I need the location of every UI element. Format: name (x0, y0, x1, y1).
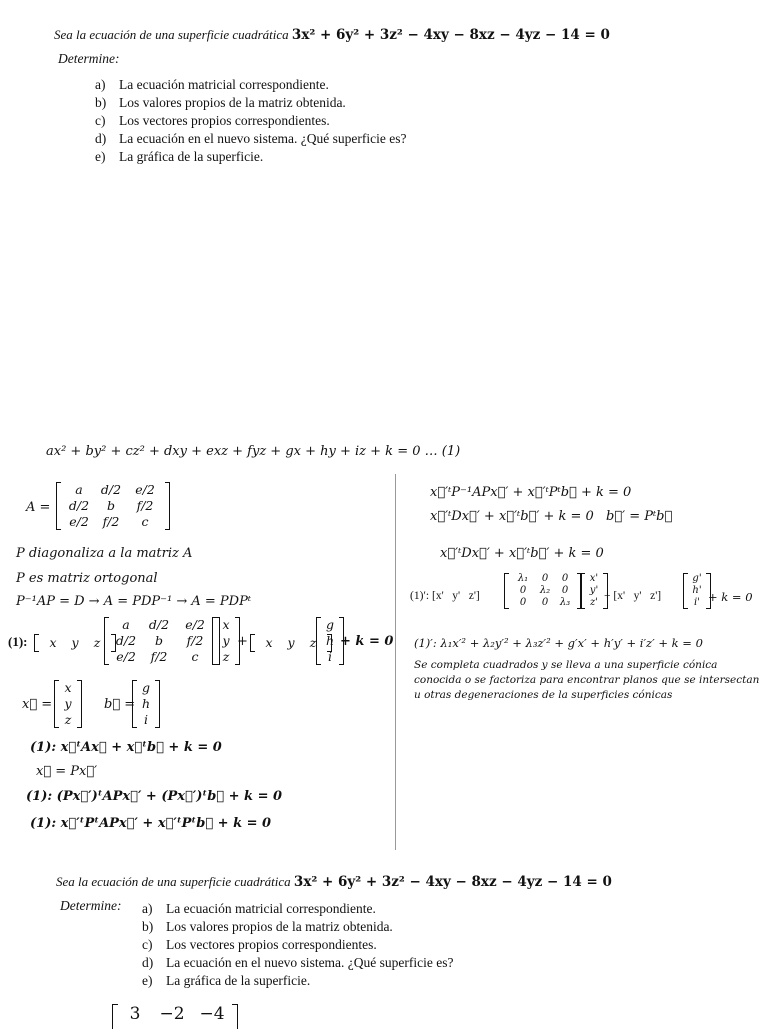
right-eq-2: x⃗′ᵗDx⃗′ + x⃗′ᵗb⃗′ + k = 0 (430, 509, 594, 524)
right-eq-3: x⃗′ᵗDx⃗′ + x⃗′ᵗb⃗′ + k = 0 (440, 546, 604, 561)
b-prime-def: b⃗′ = Pᵗb⃗ (606, 509, 673, 524)
method-note: Se completa cuadrados y se lleva a una superficie cónica conocida o se factoriza para encontrar planos que se intersectan u otras degeneraciones de la superficies cónicas (414, 659, 760, 701)
task-item: b) Los valores propios de la matriz obtenida. (95, 95, 346, 110)
x-vector-label: x⃗ = (22, 697, 53, 712)
matrix-a: a d/2 e/2 d/2 b f/2 e/2 f/2 c (56, 482, 170, 530)
task-item: d) La ecuación en el nuevo sistema. ¿Qué superficie es? (95, 131, 407, 146)
eq1-label: (1): (8, 634, 28, 649)
task-item: d) La ecuación en el nuevo sistema. ¿Qué superficie es? (142, 955, 454, 970)
problem-statement-bottom: Sea la ecuación de una superficie cuadrática 3x² + 6y² + 3z² − 4xy − 8xz − 4yz − 14 = 0 (56, 874, 612, 890)
task-item: c) Los vectores propios correspondientes. (142, 937, 377, 952)
matrix-a-label: A = (26, 500, 51, 515)
task-item: a) La ecuación matricial correspondiente. (142, 901, 376, 916)
plus-k-zero-prime: + k = 0 (708, 590, 753, 604)
task-item: c) Los vectores propios correspondientes. (95, 113, 330, 128)
problem-statement-top (54, 27, 610, 43)
plus-row-prime: + [x' y' z'] (604, 590, 662, 602)
determine-label: Determine: (58, 51, 120, 66)
column-divider (395, 474, 396, 850)
step-4: (1): x⃗′ᵗPᵗAPx⃗′ + x⃗′ᵗPᵗb⃗ + k = 0 (30, 816, 272, 831)
problem-equation: 3x² + 6y² + 3z² − 4xy − 8xz − 4yz − 14 = 0 (291, 27, 610, 43)
general-quadric-equation: ax² + by² + cz² + dxy + exz + fyz + gx + hy + iz + k = 0 … (1) (46, 444, 461, 459)
expanded-prime-equation: (1)′: λ₁x′² + λ₂y′² + λ₃z′² + g′x′ + h′y′ + i′z′ + k = 0 (414, 636, 703, 650)
matrix-a-expanded: a d/2 e/2 d/2 b f/2 e/2 f/2 c (104, 617, 220, 665)
plus-k-zero: + k = 0 (340, 634, 394, 649)
eq1-prime-label: (1)′: [x' y' z'] (410, 590, 480, 602)
column-vector-ghi: g h i (316, 617, 344, 665)
plus-sign: + (237, 634, 248, 649)
step-3: (1): (Px⃗′)ᵗAPx⃗′ + (Px⃗′)ᵗb⃗ + k = 0 (26, 789, 283, 804)
row-vector: x y z (34, 634, 116, 652)
row-vector-2: x y z (250, 634, 332, 652)
task-item: e) La gráfica de la superficie. (95, 149, 264, 164)
task-list-top (95, 76, 407, 166)
problem-intro: Sea la ecuación de una superficie cuadrática (54, 27, 289, 42)
column-vector-x: x y z (212, 617, 240, 665)
task-item: e) La gráfica de la superficie. (142, 973, 311, 988)
b-vector-label: b⃗ = (104, 697, 136, 712)
column-vector-prime: x' y' z' (580, 573, 608, 609)
step-2: x⃗ = Px⃗′ (36, 764, 98, 779)
matrix-d: λ₁ 0 0 0 λ₂ 0 0 0 λ₃ (504, 573, 582, 609)
partial-matrix-row: 3 −2 −4 (112, 1004, 238, 1029)
step-1: (1): x⃗ᵗAx⃗ + x⃗ᵗb⃗ + k = 0 (30, 740, 222, 755)
right-eq-1: x⃗′ᵗP⁻¹APx⃗′ + x⃗′ᵗPᵗb⃗ + k = 0 (430, 485, 632, 500)
diagonalization-line: P⁻¹AP = D → A = PDP⁻¹ → A = PDPᵗ (16, 594, 252, 609)
task-item: a) La ecuación matricial correspondiente. (95, 77, 329, 92)
x-vector-def: x y z (54, 680, 82, 728)
b-vector-def: g h i (132, 680, 160, 728)
determine-label-bottom: Determine: (60, 898, 122, 913)
p-diagonalizes-line: P diagonaliza a la matriz A (16, 546, 193, 561)
task-list-bottom (142, 900, 454, 990)
p-orthogonal-line: P es matriz ortogonal (16, 571, 158, 586)
column-vector-g-prime: g' h' i' (683, 573, 711, 609)
task-item: b) Los valores propios de la matriz obtenida. (142, 919, 393, 934)
